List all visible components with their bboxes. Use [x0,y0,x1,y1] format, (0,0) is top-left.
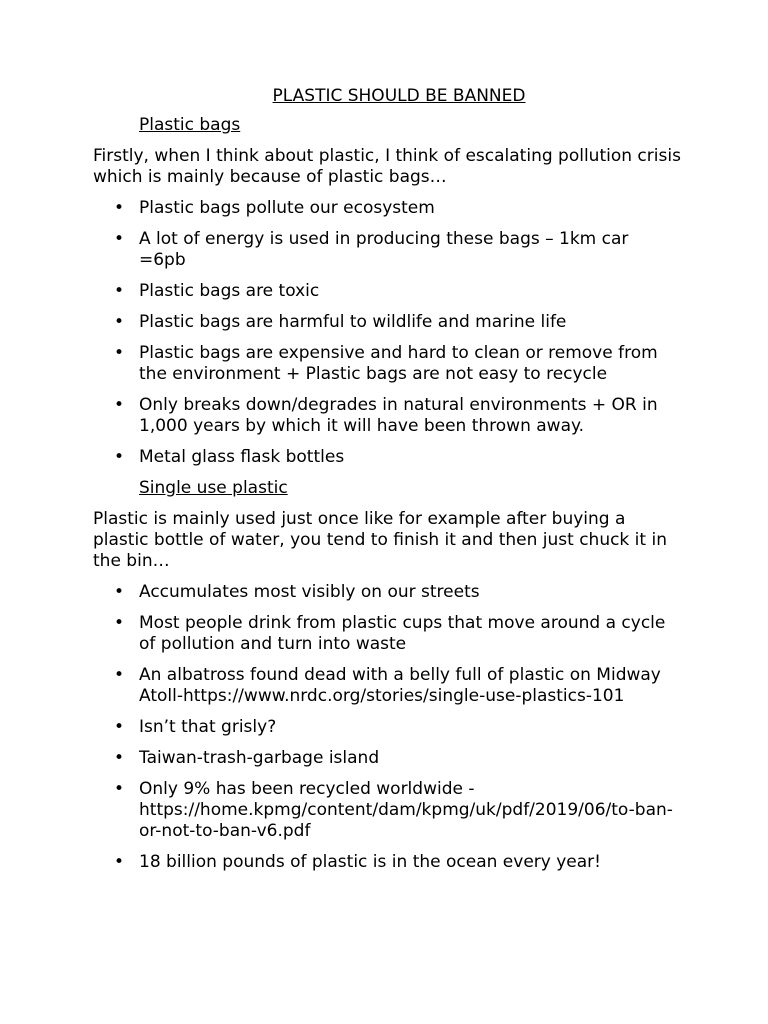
list-item [93,779,679,842]
list-item-text: 18 billion pounds of plastic is in the ocean every year! [139,852,601,872]
list-item [93,395,679,437]
list-item [93,343,679,385]
bullet-icon: • [114,281,125,301]
bullet-list-single-use-plastic [93,582,693,873]
list-item [93,198,679,219]
bullet-icon: • [114,582,125,602]
list-item-text: Taiwan-trash-garbage island [139,748,380,768]
list-item-text: A lot of energy is used in producing these bags – 1km car =6pb [139,229,629,270]
list-item [93,665,679,707]
list-item [93,852,679,873]
list-item [93,717,679,738]
list-item-text: Plastic bags are expensive and hard to clean or remove from the environment + Plastic bags are not easy to recycle [139,343,658,384]
bullet-list-plastic-bags [93,198,693,468]
list-item-text: Plastic bags are harmful to wildlife and marine life [139,312,567,332]
list-item-text: Only breaks down/degrades in natural environments + OR in 1,000 years by which it will have been thrown away. [139,395,658,436]
section-intro-plastic-bags: Firstly, when I think about plastic, I think of escalating pollution crisis which is mainly because of plastic bags… [93,146,681,187]
list-item-text: Plastic bags are toxic [139,281,320,301]
bullet-icon: • [114,665,125,685]
list-item [93,281,679,302]
list-item-text: Metal glass flask bottles [139,447,345,467]
bullet-icon: • [114,312,125,332]
bullet-icon: • [114,779,125,799]
list-item-text: Isn’t that grisly? [139,717,277,737]
bullet-icon: • [114,748,125,768]
bullet-icon: • [114,343,125,363]
bullet-icon: • [114,395,125,415]
bullet-icon: • [114,717,125,737]
list-item-text: Most people drink from plastic cups that move around a cycle of pollution and turn into waste [139,613,666,654]
bullet-icon: • [114,229,125,249]
list-item-text: Accumulates most visibly on our streets [139,582,480,602]
section-heading-single-use-plastic: Single use plastic [139,478,288,498]
section-intro-single-use-plastic: Plastic is mainly used just once like for example after buying a plastic bottle of water, you tend to finish it and then just chuck it in the bin… [93,509,667,571]
list-item [93,748,679,769]
list-item-text: Only 9% has been recycled worldwide -https://home.kpmg/content/dam/kpmg/uk/pdf/2019/06/to-ban-or-not-to-ban-v6.pdf [139,779,673,841]
list-item-text: Plastic bags pollute our ecosystem [139,198,435,218]
document-body [93,86,693,883]
list-item [93,312,679,333]
bullet-icon: • [114,852,125,872]
list-item-text: An albatross found dead with a belly full of plastic on Midway Atoll-https://www.nrdc.org/stories/single-use-plastics-101 [139,665,661,706]
list-item [93,582,679,603]
bullet-icon: • [114,198,125,218]
bullet-icon: • [114,447,125,467]
bullet-icon: • [114,613,125,633]
document-title: PLASTIC SHOULD BE BANNED [272,86,526,106]
list-item [93,447,679,468]
list-item [93,613,679,655]
list-item [93,229,679,271]
section-heading-plastic-bags: Plastic bags [139,115,241,135]
